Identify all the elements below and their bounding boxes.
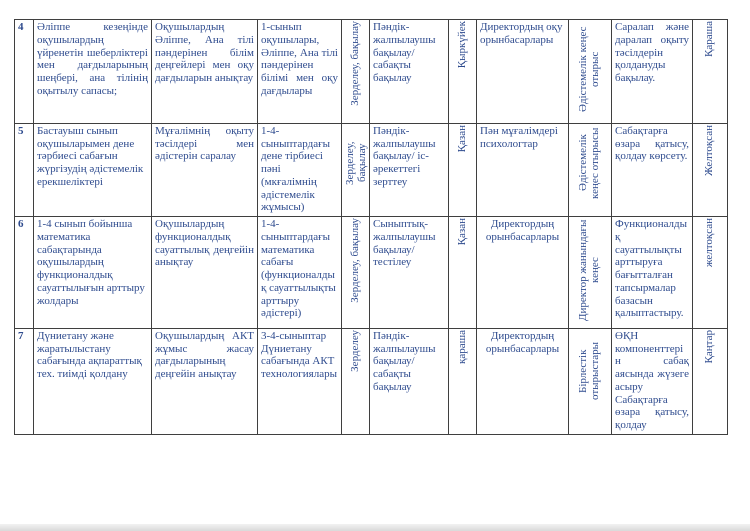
- deadline-vertical-text: Қаңтар: [703, 329, 716, 364]
- control-object-cell: 1-4-сыныптардағы дене тірбиесі пәні (мкғалімнің әдістемелік жұмысы): [258, 123, 342, 216]
- deadline-vertical-text: Қараша: [703, 21, 716, 57]
- control-aim-cell: Оқушылардың Әліппе, Ана тілі пәндерінен білім деңгейлері мен оқу дағдыларын анықтау: [152, 20, 258, 124]
- discussion-cell: [569, 328, 612, 434]
- control-aim-cell: Оқушылардың функционалдық сауаттылық деңгейін анықтау: [152, 217, 258, 329]
- control-object-cell: 3-4-сыныптар Дүниетану сабағында АКТ технологиялары: [258, 328, 342, 434]
- discussion-vertical-text: Әдістемелік кеңес отырысы: [577, 127, 601, 199]
- responsible-cell: Директордың орынбасарлары: [477, 328, 569, 434]
- table-row: [15, 20, 728, 124]
- page-edge-shadow: [0, 524, 750, 531]
- discussion-cell: [569, 123, 612, 216]
- deadline-vertical-text: желтоқсан: [703, 218, 716, 268]
- method-cell: [342, 123, 370, 216]
- method-cell: [342, 328, 370, 434]
- control-form-cell: Пәндік-жалпылаушы бақылау/ іс-әрекеттегі зерттеу: [370, 123, 449, 216]
- control-object-cell: 1-4-сыныптардағы математика сабағы (функционалдық сауаттылықты арттыру әдістері): [258, 217, 342, 329]
- method-vertical-text: Зерделеу, бақылау: [344, 141, 368, 185]
- row-number: 6: [15, 217, 34, 329]
- control-object-cell: 1-сынып оқушылары, Әліппе, Ана тілі пәндерінен білімі мен оқу дағдылары: [258, 20, 342, 124]
- row-number: 7: [15, 328, 34, 434]
- term-month-cell: [449, 123, 477, 216]
- method-vertical-text: Зерделеу: [348, 329, 361, 372]
- row-number: 5: [15, 123, 34, 216]
- deadline-vertical-text: Желтоқсан: [703, 124, 716, 176]
- table-row: [15, 217, 728, 329]
- table-row: [15, 328, 728, 434]
- term-month-cell: [449, 20, 477, 124]
- term-vertical-text: Қазан: [455, 124, 468, 153]
- method-cell: [342, 20, 370, 124]
- responsible-cell: Пән мұғалімдері психологтар: [477, 123, 569, 216]
- responsible-cell: Директордың оқу орынбасарлары: [477, 20, 569, 124]
- responsible-cell: Директордың орынбасарлары: [477, 217, 569, 329]
- discussion-vertical-text: Әдістемелік кеңес отырыс: [577, 26, 601, 112]
- method-cell: [342, 217, 370, 329]
- discussion-vertical-text: Бірлестік отырыстары: [577, 341, 601, 400]
- discussion-vertical-text: Директор жанындағы кеңес: [577, 219, 601, 321]
- control-form-cell: Пәндік-жалпылаушы бақылау/сабақты бақылау: [370, 328, 449, 434]
- control-form-cell: Пәндік-жалпылаушы бақылау/ сабақты бақылау: [370, 20, 449, 124]
- term-month-cell: [449, 217, 477, 329]
- deadline-month-cell: [693, 123, 728, 216]
- control-aim-cell: Мұғалімнің оқыту тәсілдері мен әдістерін саралау: [152, 123, 258, 216]
- deadline-month-cell: [693, 20, 728, 124]
- outcome-cell: Саралап және даралап оқыту тәсілдерін қолдануды бақылау.: [612, 20, 693, 124]
- control-content-cell: Әліппе кезеңінде оқушылардың үйренетін шеберліктері мен дағдыларының шеңбері, ана тілінің оқытылу сапасы;: [34, 20, 152, 124]
- outcome-cell: ӨҚН компоненттерін сабақ аясында жүзеге асыру Сабақтарға өзара қатысу, қолдау: [612, 328, 693, 434]
- school-control-plan-table: [14, 19, 728, 435]
- method-vertical-text: Зерделеу, бақылау: [348, 21, 361, 106]
- term-vertical-text: Қыркүйек: [455, 21, 468, 69]
- outcome-cell: Сабақтарға өзара қатысу, қолдау көрсету.: [612, 123, 693, 216]
- term-month-cell: [449, 328, 477, 434]
- control-aim-cell: Оқушылардың АКТ жұмыс жасау дағдыларының деңгейін анықтау: [152, 328, 258, 434]
- term-vertical-text: қараша: [455, 329, 468, 364]
- control-form-cell: Сыныптық-жалпылаушы бақылау/тестілеу: [370, 217, 449, 329]
- outcome-cell: Функционалдық сауаттылықты арттыруға бағытталған тапсырмалар базасын қалыптастыру.: [612, 217, 693, 329]
- control-content-cell: Бастауыш сынып оқушыларымен дене тәрбиесі сабағын жүргізудің әдістемелік ерекшеліктері: [34, 123, 152, 216]
- term-vertical-text: Қазан: [455, 218, 468, 246]
- method-vertical-text: Зерделеу, бақылау: [348, 218, 361, 303]
- discussion-cell: [569, 20, 612, 124]
- deadline-month-cell: [693, 217, 728, 329]
- control-content-cell: 1-4 сынып бойынша математика сабақтарында оқушылардың функционалдық сауаттылығын арттыру жолдары: [34, 217, 152, 329]
- discussion-cell: [569, 217, 612, 329]
- row-number: 4: [15, 20, 34, 124]
- table-row: [15, 123, 728, 216]
- control-content-cell: Дүниетану және жаратылыстану сабағында ақпараттық тех. тиімді қолдану: [34, 328, 152, 434]
- deadline-month-cell: [693, 328, 728, 434]
